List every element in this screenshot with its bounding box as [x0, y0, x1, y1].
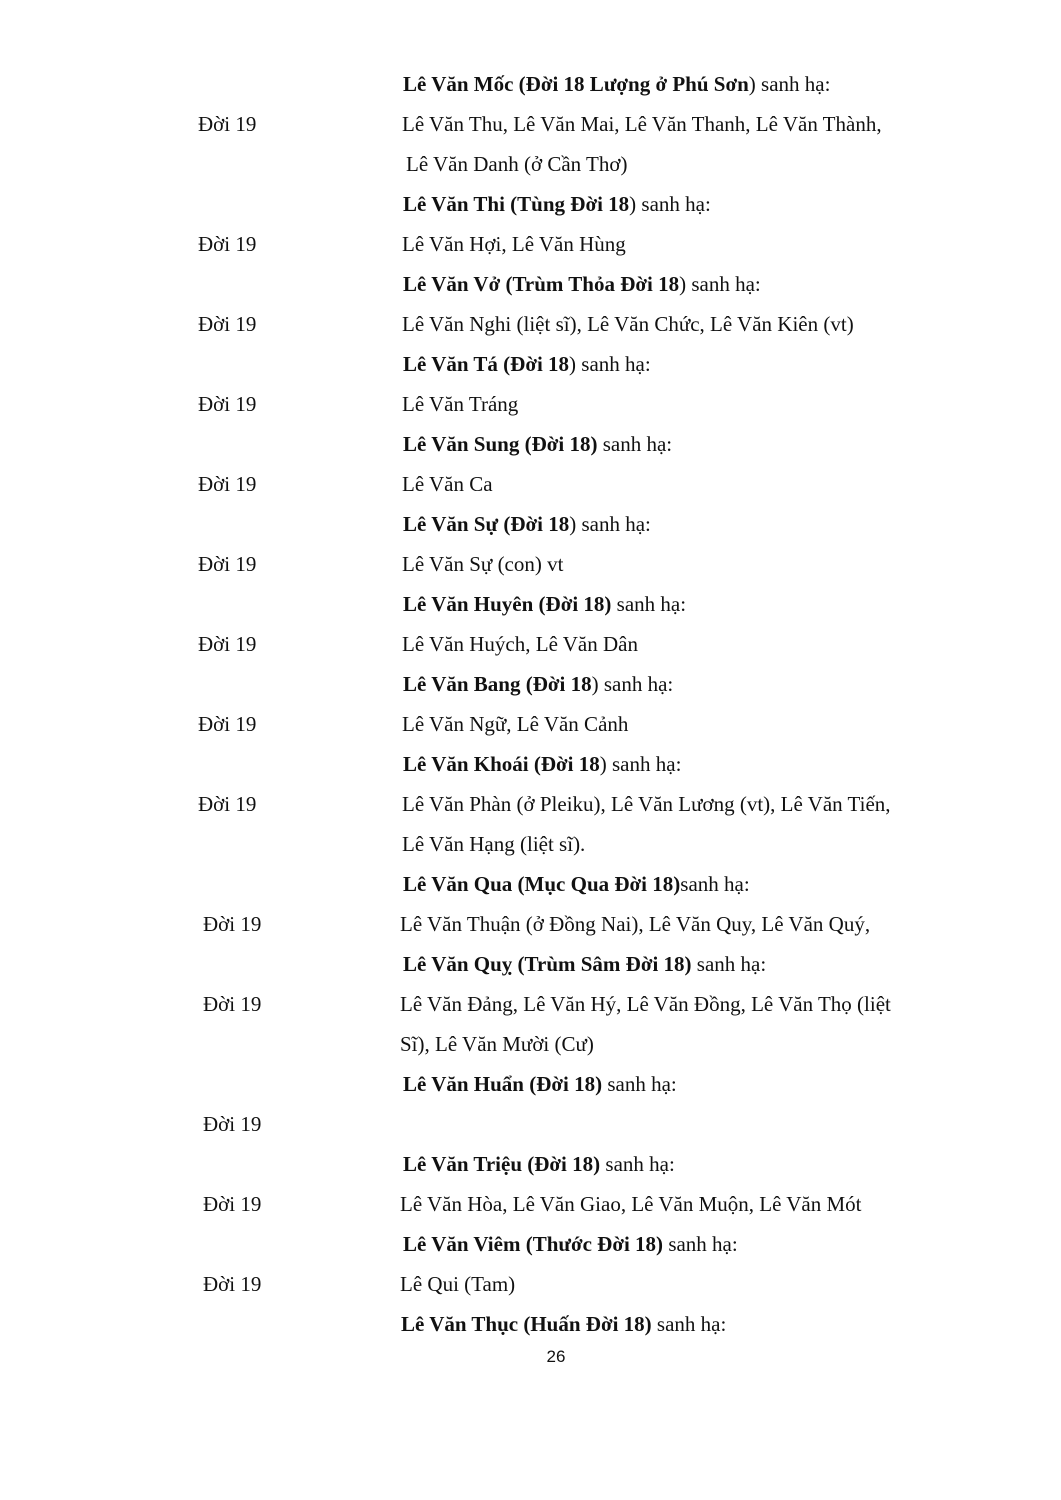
parent-suffix: sanh hạ:: [611, 592, 687, 616]
continuation-line: [0, 1024, 1061, 1064]
parent-name: Lê Văn Qua (Mục Qua Đời 18): [403, 872, 681, 896]
generation-line: [0, 704, 1061, 744]
generation-label: Đời 19: [203, 1192, 262, 1216]
generation-label: Đời 19: [198, 392, 257, 416]
children-names: Lê Qui (Tam): [400, 1272, 516, 1296]
parent-line: [0, 1304, 1061, 1344]
children-names: Lê Văn Hạng (liệt sĩ).: [402, 832, 586, 856]
generation-line: [0, 104, 1061, 144]
generation-label: Đời 19: [203, 992, 262, 1016]
parent-suffix: sanh hạ:: [663, 1232, 738, 1256]
children-names: Lê Văn Đảng, Lê Văn Hý, Lê Văn Đồng, Lê Văn Thọ (liệt: [400, 992, 891, 1016]
parent-suffix: ) sanh hạ:: [629, 192, 711, 216]
parent-name: Lê Văn Huẩn (Đời 18): [403, 1072, 603, 1096]
generation-label: Đời 19: [198, 112, 257, 136]
parent-line: [0, 744, 1061, 784]
parent-name: Lê Văn Khoái (Đời 18: [403, 752, 600, 776]
parent-suffix: sanh hạ:: [680, 872, 750, 896]
parent-line: [0, 584, 1061, 624]
generation-label: Đời 19: [203, 1112, 262, 1136]
generation-line: [0, 784, 1061, 824]
parent-suffix: sanh hạ:: [602, 1072, 677, 1096]
children-names: Lê Văn Ca: [402, 472, 493, 496]
generation-line: [0, 544, 1061, 584]
children-names: Lê Văn Hợi, Lê Văn Hùng: [402, 232, 626, 256]
parent-name: Lê Văn Vở (Trùm Thỏa Đời 18: [403, 272, 680, 296]
parent-line: [0, 944, 1061, 984]
parent-name: Lê Văn Huyên (Đời 18): [403, 592, 612, 616]
generation-line: [0, 304, 1061, 344]
generation-label: Đời 19: [198, 712, 257, 736]
parent-suffix: sanh hạ:: [600, 1152, 675, 1176]
parent-suffix: ) sanh hạ:: [569, 352, 651, 376]
parent-line: [0, 664, 1061, 704]
generation-line: [0, 904, 1061, 944]
parent-name: Lê Văn Triệu (Đời 18): [403, 1152, 601, 1176]
generation-line: [0, 1184, 1061, 1224]
parent-suffix: sanh hạ:: [651, 1312, 727, 1336]
parent-name: Lê Văn Sự (Đời 18: [403, 512, 570, 536]
parent-line: [0, 1064, 1061, 1104]
generation-line: [0, 384, 1061, 424]
parent-line: [0, 1224, 1061, 1264]
continuation-line: [0, 144, 1061, 184]
children-names: Sĩ), Lê Văn Mười (Cư): [400, 1032, 594, 1056]
parent-name: Lê Văn Sung (Đời 18): [403, 432, 598, 456]
parent-name: Lê Văn Viêm (Thước Đời 18): [403, 1232, 664, 1256]
page-number: 26: [546, 1347, 566, 1366]
parent-name: Lê Văn Thi (Tùng Đời 18: [403, 192, 630, 216]
parent-name: Lê Văn Quỵ (Trùm Sâm Đời 18): [403, 952, 692, 976]
generation-line: [0, 464, 1061, 504]
parent-name: Lê Văn Thục (Huấn Đời 18): [401, 1312, 652, 1336]
generation-label: Đời 19: [198, 472, 257, 496]
parent-line: [0, 264, 1061, 304]
children-names: Lê Văn Thu, Lê Văn Mai, Lê Văn Thanh, Lê Văn Thành,: [402, 112, 882, 136]
children-names: Lê Văn Ngữ, Lê Văn Cảnh: [402, 712, 629, 736]
parent-suffix: ) sanh hạ:: [679, 272, 761, 296]
children-names: Lê Văn Thuận (ở Đồng Nai), Lê Văn Quy, Lê Văn Quý,: [400, 912, 871, 936]
parent-name: Lê Văn Bang (Đời 18: [403, 672, 592, 696]
generation-line: [0, 1104, 1061, 1144]
parent-suffix: ) sanh hạ:: [591, 672, 674, 696]
generation-label: Đời 19: [198, 552, 257, 576]
children-names: Lê Văn Hòa, Lê Văn Giao, Lê Văn Muộn, Lê Văn Mót: [400, 1192, 862, 1216]
generation-label: Đời 19: [198, 232, 257, 256]
parent-line: [0, 504, 1061, 544]
parent-line: [0, 1144, 1061, 1184]
generation-label: Đời 19: [203, 1272, 262, 1296]
parent-name: Lê Văn Tá (Đời 18: [403, 352, 570, 376]
parent-line: [0, 864, 1061, 904]
parent-line: [0, 424, 1061, 464]
generation-line: [0, 624, 1061, 664]
parent-name: Lê Văn Mốc (Đời 18 Lượng ở Phú Sơn: [403, 72, 749, 96]
generation-label: Đời 19: [198, 792, 257, 816]
generation-line: [0, 224, 1061, 264]
parent-suffix: sanh hạ:: [597, 432, 673, 456]
children-names: Lê Văn Tráng: [402, 392, 519, 416]
generation-label: Đời 19: [198, 632, 257, 656]
children-names: Lê Văn Phàn (ở Pleiku), Lê Văn Lương (vt), Lê Văn Tiến,: [402, 792, 891, 816]
parent-suffix: ) sanh hạ:: [569, 512, 651, 536]
parent-suffix: ) sanh hạ:: [748, 72, 831, 96]
generation-line: [0, 1264, 1061, 1304]
generation-label: Đời 19: [203, 912, 262, 936]
parent-line: [0, 344, 1061, 384]
continuation-line: [0, 824, 1061, 864]
generation-label: Đời 19: [198, 312, 257, 336]
parent-suffix: sanh hạ:: [691, 952, 767, 976]
parent-line: [0, 184, 1061, 224]
children-names: Lê Văn Huých, Lê Văn Dân: [402, 632, 638, 656]
children-names: Lê Văn Nghi (liệt sĩ), Lê Văn Chức, Lê Văn Kiên (vt): [402, 312, 854, 336]
generation-line: [0, 984, 1061, 1024]
children-names: Lê Văn Danh (ở Cần Thơ): [406, 152, 628, 176]
parent-suffix: ) sanh hạ:: [599, 752, 682, 776]
children-names: Lê Văn Sự (con) vt: [402, 552, 564, 576]
parent-line: [0, 64, 1061, 104]
